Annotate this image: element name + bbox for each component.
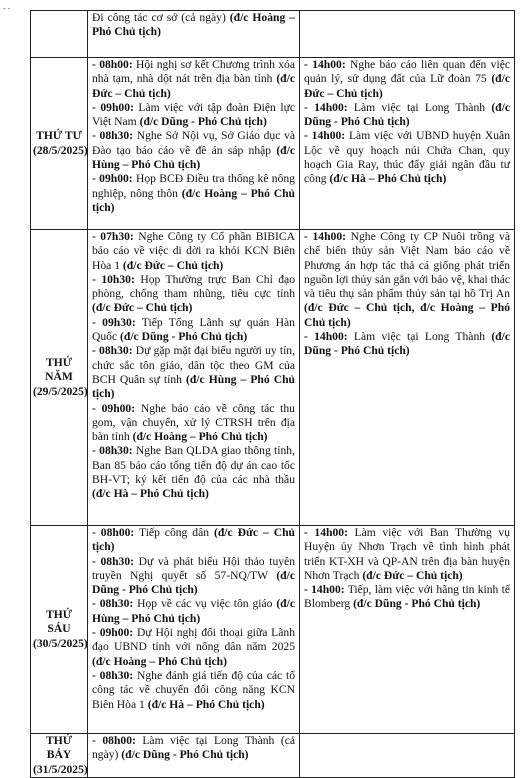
- schedule-entry: [92, 444, 295, 501]
- entry-time: - 08h00:: [92, 526, 135, 539]
- entry-official: (đ/c Hoàng – Phó Chủ tịch): [92, 11, 295, 39]
- schedule-entry: [304, 58, 510, 101]
- entry-official: (đ/c Hà – Phó Chủ tịch): [92, 487, 209, 501]
- entry-time: - 14h00:: [304, 230, 346, 243]
- day-cell: [31, 526, 88, 734]
- entry-text: Làm việc tại Long Thành: [347, 100, 492, 114]
- schedule-entry: [92, 316, 295, 345]
- entry-official: (đ/c Đức – Chủ tịch): [122, 258, 224, 272]
- entry-text: Họp về các vụ việc tôn giáo: [133, 597, 277, 611]
- entry-official: (đ/c Hoàng – Phó Chủ tịch): [92, 186, 295, 214]
- schedule-entry: [304, 330, 510, 359]
- schedule-entry: [92, 597, 295, 626]
- entry-time: - 07h30:: [92, 230, 134, 243]
- entry-time: - 14h00:: [304, 58, 346, 71]
- entry-text: Tiếp Tổng Lãnh sự quán Hàn Quốc: [92, 315, 295, 344]
- morning-cell: [88, 11, 300, 58]
- schedule-entry: [304, 230, 510, 330]
- entry-official: (đ/c Đức – Chủ tịch): [304, 72, 510, 100]
- entry-text: Nghe đánh giá tiến độ của các tổ công tác về chuyển đổi công năng KCN Biên Hòa 1: [92, 668, 295, 711]
- afternoon-cell: [300, 230, 515, 526]
- schedule-entry: [304, 129, 510, 186]
- schedule-entry: [92, 734, 295, 763]
- entry-official: (đ/c Hùng – Phó Chủ tịch): [92, 372, 295, 401]
- entry-official: (đ/c Dũng - Phó Chủ tịch): [304, 330, 510, 358]
- morning-cell: [88, 526, 300, 734]
- entry-official: (đ/c Hùng – Phó Chủ tịch): [92, 143, 295, 172]
- entry-official: (đ/c Hùng – Phó Chủ tịch): [92, 597, 295, 625]
- entry-time: - 14h00:: [304, 583, 345, 597]
- entry-text: Nghe báo cáo về công tác thu gom, vận chuyển, xử lý CTRSH trên địa bàn tỉnh: [92, 401, 295, 444]
- morning-cell: [88, 58, 300, 230]
- schedule-row: [31, 734, 515, 778]
- schedule-entry: [92, 58, 295, 101]
- schedule-entry: [304, 526, 510, 583]
- day-name: THỨ BẢY: [46, 734, 72, 762]
- entry-text: Họp Thường trực Ban Chỉ đạo phòng, chống tham nhũng, tiêu cực tỉnh: [92, 272, 295, 301]
- schedule-entry: [92, 11, 295, 40]
- entry-text: Làm việc với UBND huyện Xuân Lộc về quy hoạch núi Chứa Chan, quy hoạch Gia Ray, thúc đẩy giải ngân đầu tư công: [304, 129, 510, 186]
- morning-cell: [88, 734, 300, 778]
- entry-text: Nghe báo cáo liên quan đến việc quản lý, sử dụng đất của Lữ đoàn 75: [304, 58, 510, 86]
- day-date: (31/5/2025): [33, 762, 88, 776]
- schedule-entry: [92, 101, 295, 130]
- day-date: (30/5/2025): [33, 636, 88, 650]
- entry-time: - 09h30:: [92, 315, 136, 329]
- morning-cell: [88, 230, 300, 526]
- entry-text: Làm việc tại Long Thành: [347, 330, 492, 344]
- schedule-entry: [92, 626, 295, 669]
- entry-official: (đ/c Đức – Chủ tịch, đ/c Hoàng – Phó Chủ tịch): [304, 301, 510, 329]
- entry-official: (đ/c Đức – Chủ tịch): [92, 526, 295, 554]
- afternoon-cell: [300, 11, 515, 58]
- entry-time: - 08h30:: [92, 668, 134, 682]
- entry-official: (đ/c Dũng - Phó Chủ tịch): [353, 597, 481, 611]
- schedule-row: [31, 230, 515, 526]
- entry-time: - 09h00:: [92, 100, 134, 114]
- entry-text: Làm việc với tập đoàn Điện lực Việt Nam: [92, 100, 295, 129]
- schedule-entry: [92, 273, 295, 316]
- entry-official: (đ/c Dũng - Phó Chủ tịch): [304, 100, 510, 129]
- entry-time: - 14h00:: [304, 100, 348, 114]
- entry-text: Nghe Ban QLDA giao thông tỉnh, Ban 85 báo cáo tổng tiến độ dự án cao tốc BH-VT; ký kết tiến độ của các nhà thầu: [92, 444, 295, 487]
- weekly-schedule-table: [30, 10, 515, 778]
- entry-official: (đ/c Hà – Phó Chủ tịch): [147, 697, 265, 711]
- schedule-entry: [92, 555, 295, 598]
- entry-official: (đ/c Dũng - Phó Chủ tịch): [92, 568, 295, 597]
- schedule-entry: [92, 344, 295, 401]
- day-cell: [31, 734, 88, 778]
- entry-text: Dự và phát biểu Hội thảo tuyên truyền Nghị quyết số 57-NQ/TW: [92, 554, 295, 582]
- schedule-entry: [92, 129, 295, 172]
- entry-time: - 08h00:: [92, 734, 136, 747]
- schedule-entry: [92, 230, 295, 273]
- entry-time: - 14h00:: [304, 330, 348, 344]
- day-cell: [31, 230, 88, 526]
- entry-time: - 08h30:: [92, 344, 133, 358]
- entry-time: - 14h00:: [304, 526, 348, 539]
- entry-official: (đ/c Dũng - Phó Chủ tịch): [121, 748, 249, 762]
- schedule-row: [31, 526, 515, 734]
- entry-text: Làm việc tại Long Thành (cả ngày): [92, 734, 295, 762]
- schedule-entry: [92, 402, 295, 445]
- entry-text: Họp BCĐ Điều tra thống kê nông nghiệp, nông thôn: [92, 172, 295, 200]
- header-mark: - -: [3, 4, 11, 13]
- entry-text: Đi công tác cơ sở (cả ngày): [92, 11, 230, 24]
- entry-official: (đ/c Hoàng – Phó Chủ tịch): [92, 654, 227, 668]
- entry-official: (đ/c Đức – Chủ tịch): [92, 301, 193, 315]
- day-name: THỨ TƯ: [36, 129, 82, 143]
- entry-time: - 09h00:: [92, 172, 133, 186]
- day-name: THỨ SÁU: [46, 608, 72, 636]
- schedule-entry: [304, 101, 510, 130]
- day-name: THỨ NĂM: [45, 356, 73, 384]
- entry-official: (đ/c Dũng - Phó Chủ tịch): [120, 330, 248, 344]
- entry-text: Nghe Sở Nội vụ, Sở Giáo dục và Đào tạo báo cáo về đề án sáp nhập: [92, 129, 295, 157]
- day-date: (28/5/2025): [33, 143, 88, 157]
- entry-official: (đ/c Dũng - Phó Chủ tịch): [139, 115, 267, 129]
- entry-time: - 08h30:: [92, 554, 134, 568]
- entry-official: (đ/c Hoàng – Phó Chủ tịch): [132, 430, 268, 444]
- entry-text: Nghe Công ty CP Nuôi trồng và chế biến thủy sản Việt Nam báo cáo về Phương án hợp tác thả cá giống phát triển nguồn lợi thủy sản gắn với bảo vệ, khai thác và tiêu thụ sản phẩm thủy sản tại hồ Trị An: [304, 230, 510, 301]
- entry-text: Tiếp công dân: [134, 526, 214, 539]
- schedule-entry: [92, 669, 295, 712]
- entry-time: - 09h00:: [92, 626, 134, 640]
- entry-time: - 10h30:: [92, 272, 135, 286]
- schedule-row: [31, 11, 515, 58]
- entry-text: Hội nghị sơ kết Chương trình xóa nhà tạm, nhà dột nát trên địa bàn tỉnh: [92, 58, 295, 86]
- entry-text: Dự Hội nghị đối thoại giữa Lãnh đạo UBND tỉnh với nông dân năm 2025: [92, 626, 295, 654]
- day-cell: [31, 58, 88, 230]
- schedule-entry: [92, 526, 295, 555]
- schedule-row: [31, 58, 515, 230]
- entry-official: (đ/c Hà – Phó Chủ tịch): [329, 172, 447, 186]
- entry-official: (đ/c Đức – Chủ tịch): [92, 72, 295, 100]
- entry-time: - 08h00:: [92, 58, 133, 71]
- entry-text: Dự gặp mặt đại biểu người uy tín, chức sắc tôn giáo, dân tộc theo GM của BCH Quân sự tỉnh: [92, 344, 295, 386]
- entry-official: (đ/c Đức – Chủ tịch): [362, 568, 463, 582]
- entry-time: - 08h30:: [92, 597, 134, 611]
- entry-text: Nghe Công ty Cổ phần BIBICA báo cáo về việc di dời ra khỏi KCN Biên Hòa 1: [92, 230, 295, 272]
- schedule-entry: [304, 583, 510, 612]
- afternoon-cell: [300, 526, 515, 734]
- day-date: (29/5/2025): [33, 384, 88, 398]
- entry-text: Tiếp, làm việc với hãng tin kinh tế Blomberg: [304, 583, 510, 611]
- afternoon-cell: [300, 734, 515, 778]
- entry-text: Làm việc với Ban Thường vụ Huyện ủy Nhơn Trạch về tình hình phát triển KT-XH và QP-AN trên địa bàn huyện Nhơn Trạch: [304, 526, 510, 582]
- day-cell: [31, 11, 88, 58]
- afternoon-cell: [300, 58, 515, 230]
- entry-time: - 08h30:: [92, 129, 134, 143]
- entry-time: - 08h30:: [92, 444, 133, 458]
- entry-time: - 14h00:: [304, 129, 346, 143]
- schedule-entry: [92, 172, 295, 215]
- entry-time: - 09h00:: [92, 401, 136, 415]
